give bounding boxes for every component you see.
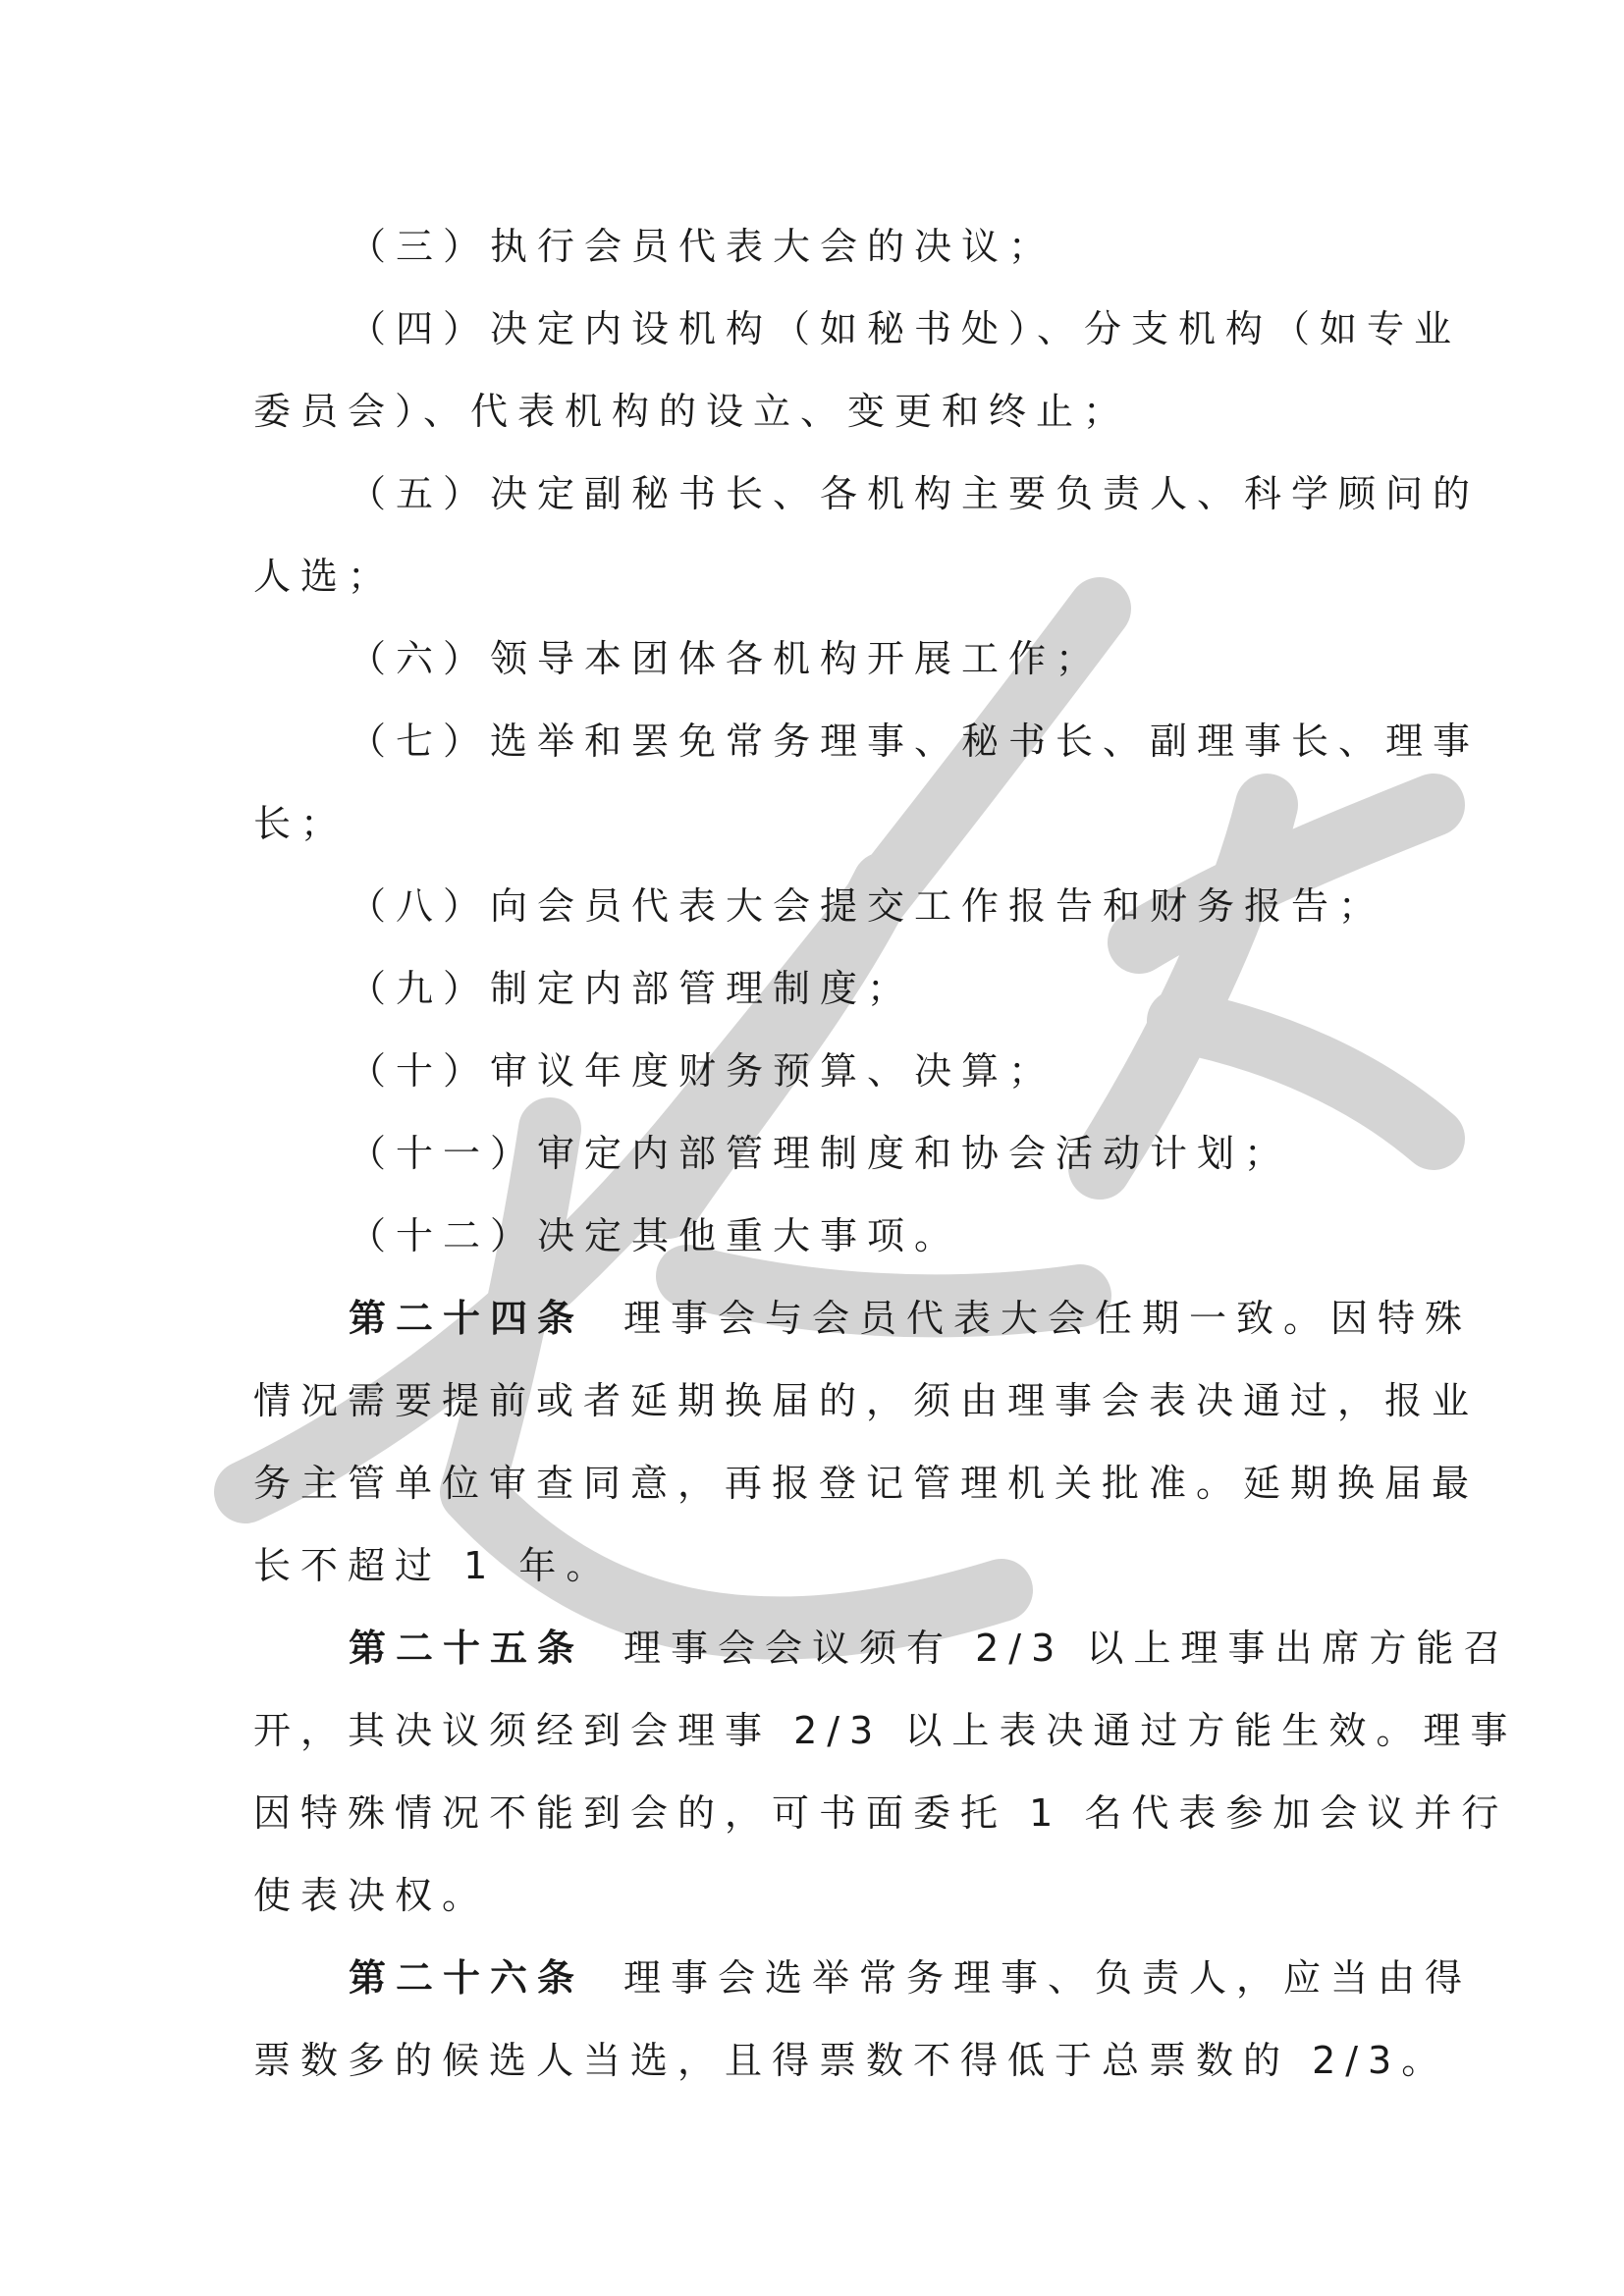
- article-25-text: 理事会会议须有 2/3 以上理事出席方能召: [623, 1627, 1511, 1670]
- article-26-text: 理事会选举常务理事、负责人，应当由得: [623, 1956, 1473, 2000]
- clause-7-line-1: （七）选举和罢免常务理事、秘书长、副理事长、理事: [349, 720, 1481, 763]
- article-26-line-1: [349, 1954, 1473, 2002]
- article-24-line-3: 务主管单位审查同意，再报登记管理机关批准。延期换届最: [253, 1462, 1480, 1505]
- article-26-heading: 第二十六条: [349, 1956, 585, 2000]
- clause-3: （三）执行会员代表大会的决议；: [349, 225, 1056, 268]
- article-25-line-3: 因特殊情况不能到会的，可书面委托 1 名代表参加会议并行: [253, 1791, 1509, 1835]
- article-25-line-4: 使表决权。: [253, 1874, 490, 1917]
- article-24-heading: 第二十四条: [349, 1297, 585, 1340]
- article-25-line-2: 开，其决议须经到会理事 2/3 以上表决通过方能生效。理事: [253, 1709, 1518, 1752]
- article-24-text: 理事会与会员代表大会任期一致。因特殊: [623, 1297, 1473, 1340]
- clause-11: （十一）审定内部管理制度和协会活动计划；: [349, 1132, 1292, 1175]
- clause-4-line-1: （四）决定内设机构（如秘书处）、分支机构（如专业: [349, 307, 1462, 350]
- clause-9: （九）制定内部管理制度；: [349, 967, 915, 1010]
- article-25-line-1: [349, 1625, 1511, 1672]
- clause-5-line-2: 人选；: [253, 555, 396, 598]
- clause-7-line-2: 长；: [253, 802, 349, 845]
- clause-6: （六）领导本团体各机构开展工作；: [349, 637, 1104, 680]
- clause-5-line-1: （五）决定副秘书长、各机构主要负责人、科学顾问的: [349, 472, 1481, 515]
- clause-10: （十）审议年度财务预算、决算；: [349, 1049, 1056, 1093]
- article-24-line-1: [349, 1295, 1473, 1342]
- article-24-line-4: 长不超过 1 年。: [253, 1544, 614, 1587]
- article-25-heading: 第二十五条: [349, 1627, 585, 1670]
- clause-12: （十二）决定其他重大事项。: [349, 1214, 962, 1257]
- article-26-line-2: 票数多的候选人当选，且得票数不得低于总票数的 2/3。: [253, 2039, 1449, 2082]
- clause-4-line-2: 委员会）、代表机构的设立、变更和终止；: [253, 390, 1131, 433]
- clause-8: （八）向会员代表大会提交工作报告和财务报告；: [349, 884, 1386, 928]
- article-24-line-2: 情况需要提前或者延期换届的，须由理事会表决通过，报业: [253, 1379, 1480, 1422]
